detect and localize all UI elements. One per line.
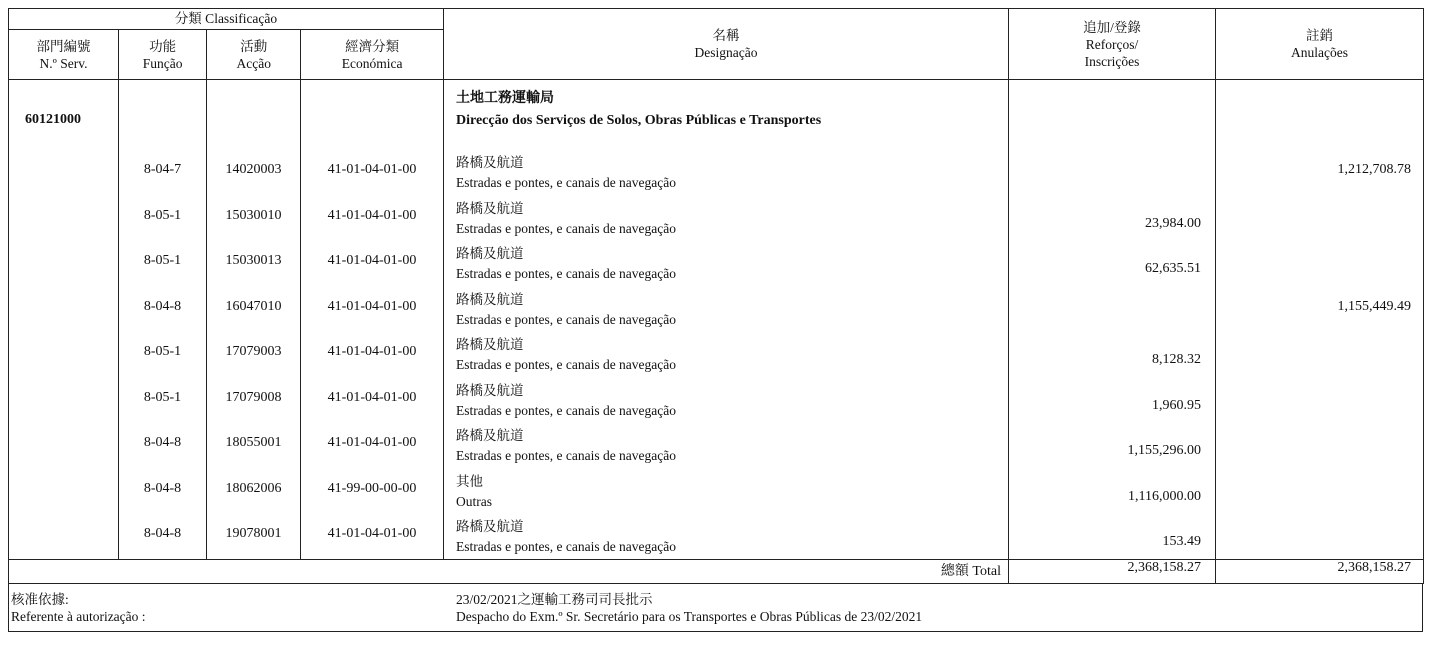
reinforcement-amount: 1,116,000.00 [1128, 488, 1201, 504]
action-code: 18055001 [225, 435, 282, 450]
annulments-column [1216, 80, 1423, 559]
authorization-text-zh: 23/02/2021之運輸工務司司長批示 [456, 592, 653, 607]
designation-zh: 路橋及航道 [456, 428, 524, 443]
designation-zh: 路橋及航道 [456, 291, 524, 307]
economic-code: 41-01-04-01-00 [327, 162, 417, 177]
function-code: 8-05-1 [143, 389, 182, 405]
function-column [119, 80, 206, 559]
function-header: 功能 Função [119, 30, 207, 79]
designation-zh: 路橋及航道 [456, 246, 524, 261]
designation-pt: Estradas e pontes, e canais de navegação [456, 175, 677, 190]
economic-code: 41-01-04-01-00 [327, 207, 417, 223]
designation-pt: Estradas e pontes, e canais de navegação [456, 311, 677, 327]
annulments-header: 註銷 Anulações [1216, 9, 1424, 80]
service-name-pt: Direcção dos Serviços de Solos, Obras Públicas e Transportes [456, 113, 822, 128]
designation-zh: 路橋及航道 [456, 337, 524, 352]
designation-header: 名稱 Designação [444, 9, 1009, 80]
designation-pt: Outras [456, 493, 492, 509]
reinforcement-amount: 62,635.51 [1145, 261, 1201, 276]
designation-pt: Estradas e pontes, e canais de navegação [456, 266, 677, 281]
economic-code: 41-01-04-01-00 [327, 526, 417, 541]
authorization-label-pt: Referente à autorização : [11, 609, 146, 624]
service-column [9, 80, 118, 559]
action-code: 15030013 [225, 253, 282, 268]
action-code: 15030010 [225, 207, 282, 223]
total-label: 總額 Total [9, 560, 1009, 584]
action-code: 19078001 [225, 526, 282, 541]
action-code: 18062006 [225, 480, 282, 496]
total-reinforcements: 2,368,158.27 [1009, 560, 1216, 584]
action-column [207, 80, 300, 559]
function-code: 8-04-8 [143, 435, 182, 450]
reinforcements-header: 追加/登錄 Reforços/ Inscrições [1009, 9, 1216, 80]
economic-code: 41-01-04-01-00 [327, 298, 417, 314]
function-code: 8-05-1 [143, 344, 182, 359]
action-code: 14020003 [225, 162, 282, 177]
reinforcement-amount: 8,128.32 [1152, 352, 1201, 367]
designation-pt: Estradas e pontes, e canais de navegação [456, 448, 677, 463]
authorization-section [8, 584, 1423, 632]
classification-title: 分類 Classificação [9, 9, 443, 30]
designation-pt: Estradas e pontes, e canais de navegação [456, 220, 677, 236]
function-code: 8-04-8 [143, 298, 182, 314]
designation-zh: 路橋及航道 [456, 155, 524, 170]
function-code: 8-04-8 [143, 480, 182, 496]
economic-code: 41-99-00-00-00 [327, 480, 417, 496]
function-code: 8-04-8 [143, 526, 182, 541]
designation-zh: 其他 [456, 473, 483, 489]
reinforcement-amount: 1,960.95 [1152, 397, 1201, 413]
classification-header [9, 9, 444, 80]
reinforcement-amount: 1,155,296.00 [1127, 443, 1201, 458]
function-code: 8-05-1 [143, 207, 182, 223]
service-code: 60121000 [25, 112, 81, 127]
function-code: 8-04-7 [143, 162, 182, 177]
designation-pt: Estradas e pontes, e canais de navegação [456, 539, 677, 554]
designation-pt: Estradas e pontes, e canais de navegação [456, 402, 677, 418]
economic-code: 41-01-04-01-00 [327, 389, 417, 405]
annulment-amount: 1,155,449.49 [1337, 298, 1411, 314]
action-code: 17079008 [225, 389, 282, 405]
economic-header: 經濟分類 Económica [341, 38, 403, 71]
service-name-zh: 土地工務運輸局 [456, 91, 554, 106]
action-code: 17079003 [225, 344, 282, 359]
annulment-amount: 1,212,708.78 [1337, 162, 1411, 177]
table-header [9, 9, 1424, 80]
authorization-label-zh: 核准依據: [11, 592, 69, 607]
service-number-header: 部門編號 N.º Serv. [9, 30, 119, 79]
total-row [9, 560, 1424, 584]
action-header: 活動 Acção [207, 30, 301, 79]
reinforcements-column [1009, 80, 1215, 559]
reinforcement-amount: 23,984.00 [1145, 215, 1201, 231]
total-annulments: 2,368,158.27 [1216, 560, 1424, 584]
budget-document [8, 8, 1423, 632]
designation-zh: 路橋及航道 [456, 382, 524, 398]
economic-code: 41-01-04-01-00 [327, 253, 417, 268]
designation-zh: 路橋及航道 [456, 200, 524, 216]
designation-pt: Estradas e pontes, e canais de navegação [456, 357, 677, 372]
reinforcement-amount: 153.49 [1162, 534, 1201, 549]
function-code: 8-05-1 [143, 253, 182, 268]
authorization-text-pt: Despacho do Exm.º Sr. Secretário para os Transportes e Obras Públicas de 23/02/2021 [456, 609, 923, 624]
economic-code: 41-01-04-01-00 [327, 344, 417, 359]
economic-code: 41-01-04-01-00 [327, 435, 417, 450]
table-body [9, 80, 1424, 560]
action-code: 16047010 [225, 298, 282, 314]
designation-column [444, 80, 1008, 559]
budget-table [8, 8, 1424, 584]
designation-zh: 路橋及航道 [456, 519, 524, 534]
economic-column [301, 80, 443, 559]
